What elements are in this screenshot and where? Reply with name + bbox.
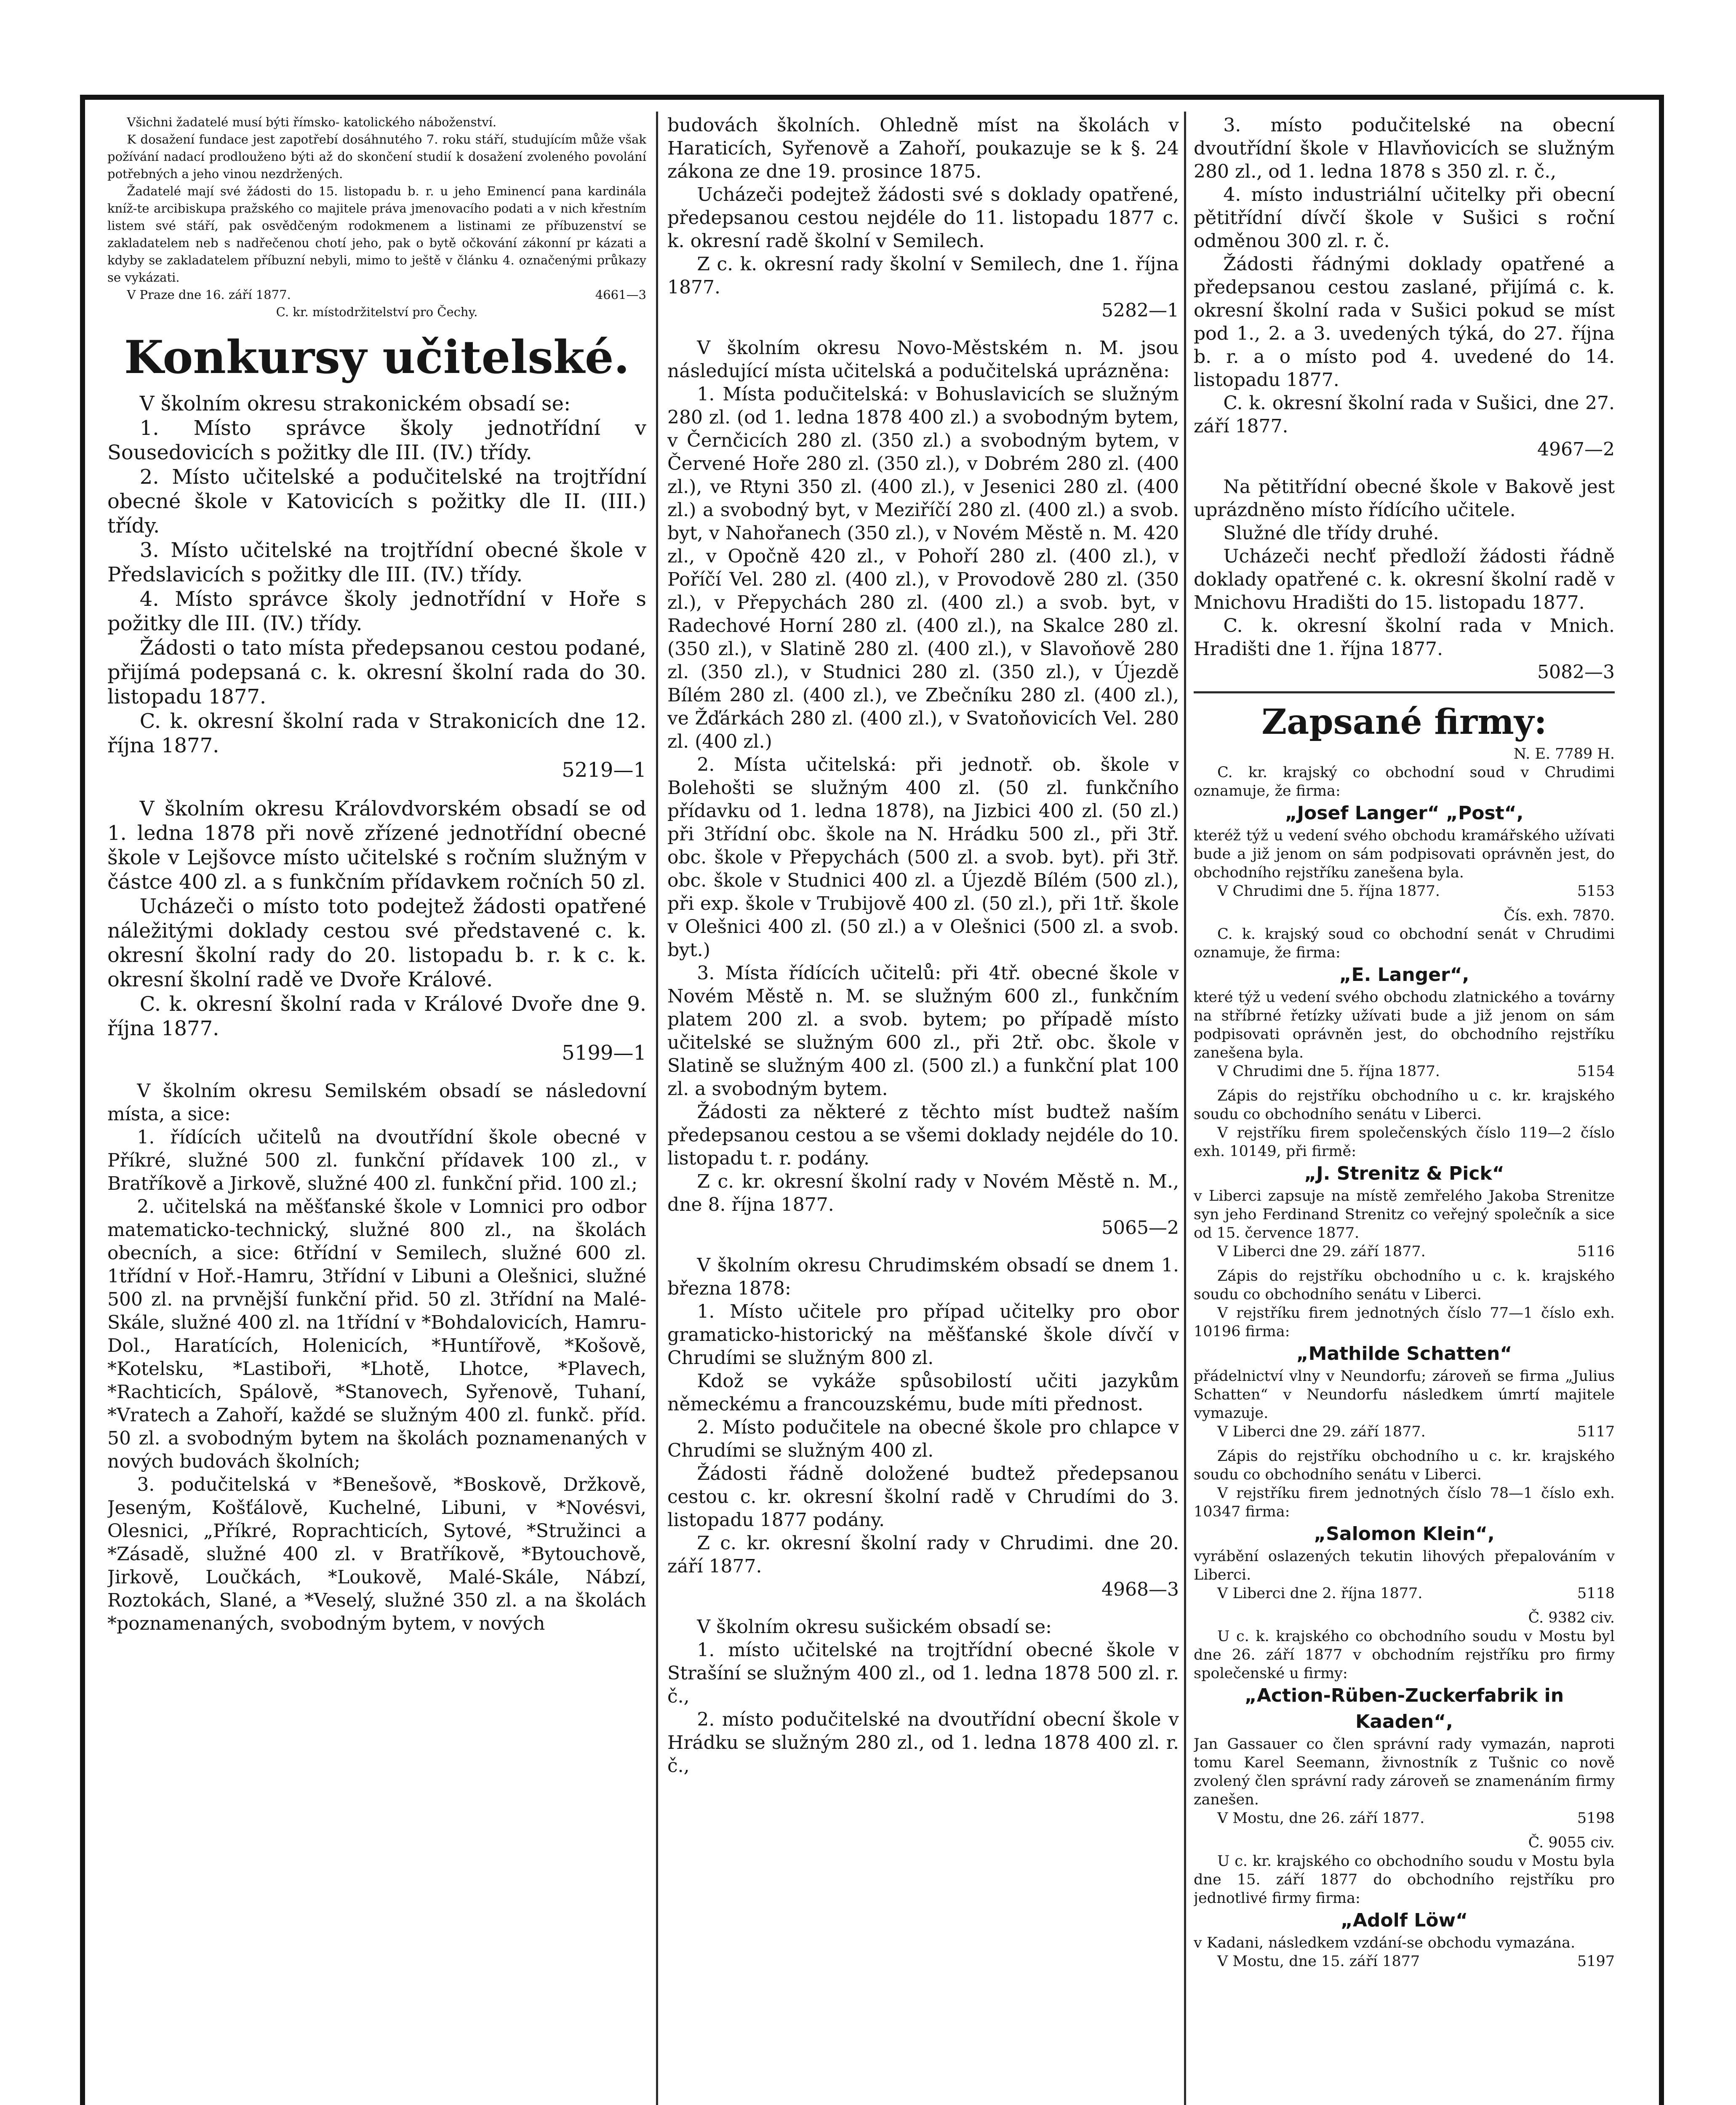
signature: C. k. okresní školní rada v Strakonicích dne 12. října 1877.	[107, 709, 646, 757]
date-text: V Chrudimi dne 5. října 1877.	[1217, 883, 1440, 900]
firm-name: „Salomon Klein“,	[1314, 1523, 1495, 1545]
signature: C. k. okresní školní rada v Mnich. Hradišti dne 1. října 1877.	[1194, 615, 1615, 660]
paragraph: kteréž týž u vedení svého obchodu kramářského užívati bude a již jenom on sám podpisovati oprávněn jest, do obchodního rejstříku zanešena byla.	[1194, 827, 1615, 881]
column-rule-2	[1184, 112, 1186, 2105]
section-heading-konkursy: Konkursy učitelské.	[124, 331, 630, 384]
paragraph: V rejstříku firem společenských číslo 119—2 číslo exh. 10149, při firmě:	[1194, 1124, 1615, 1160]
paragraph: 2. Místa učitelská: při jednotř. ob. škole v Bolehošti se služným 400 zl. (50 zl. funkčního přídavku od 1. ledna 1878), na Jizbici 400 zl. (50 zl.) při 3třídní obc. škole na N. Hrádku 500 zl., při 3tř. obc. škole v Přepychách (500 zl. a svob. byt). při 3tř. obc. škole v Studnici 400 zl. a Újezdě Bílém (500 zl.), při exp. škole v Trubijově 400 zl. (50 zl.), při 1tř. škole v Olešnici 400 zl. (50 zl.) a v Olešnici (500 zl. a svob. byt.)	[667, 754, 1179, 961]
reference-number: 4968—3	[1101, 1579, 1179, 1600]
paragraph: 3. místo podučitelské na obecní dvoutřídní škole v Hlavňovicích se služným 280 zl., od 1. ledna 1878 s 350 zl. r. č.,	[1194, 115, 1615, 182]
notice-susice	[667, 1615, 1179, 1777]
paragraph: V rejstříku firem jednotných číslo 78—1 číslo exh. 10347 firma:	[1194, 1485, 1615, 1520]
paragraph: které týž u vedení svého obchodu zlatnického a továrny na stříbrné řetízky užívati bude a již jenom on sám podpisovati oprávněn jest, do obchodního rejstříku zanešena byla.	[1194, 989, 1615, 1061]
notice-bakov	[1194, 475, 1615, 684]
date-text: V Mostu, dne 15. září 1877	[1217, 1953, 1420, 1970]
paragraph: přádelnictví vlny v Neundorfu; zároveň se firma „Julius Schatten“ v Neundorfu následkem úmrtí majitele vymazuje.	[1194, 1368, 1615, 1422]
date-text: V Mostu, dne 26. září 1877.	[1217, 1810, 1425, 1827]
paragraph: 2. učitelská na měšťanské škole v Lomnici pro odbor matematicko-technický, služné 800 zl., na školách obecních, a sice: 6třídní v Semilech, služné 600 zl. 1třídní v Hoř.-Hamru, 3třídní v Libuni a Olešnici, služné 500 zl. na prvnější funkční přid. 50 zl. 3třídní na Malé-Skále, služné 400 zl. na 1třídní v *Bohdalovicích, Hamru-Dol., Haratících, Holenicích, *Huntířově, *Košově, *Kotelsku, *Lastiboři, *Lhotě, Lhotce, *Plavech, *Rachticích, Spálově, *Stanovech, Syřenově, Tuhaní, *Vratech a Zahoří, každé se služným 400 zl. funkč. příd. 50 zl. a svobodným bytem na školách poznamenaných v nových budovách školních;	[107, 1196, 646, 1472]
dateline	[1194, 882, 1615, 901]
page-border-top	[80, 95, 1663, 100]
signature: C. kr. místodržitelství pro Čechy.	[276, 305, 478, 319]
paragraph: Žádosti řádně doložené budtež předepsanou cestou c. kr. okresní školní radě v Chrudími do 3. listopadu 1877 podány.	[667, 1463, 1179, 1531]
file-number: N. E. 7789 H.	[1513, 746, 1615, 762]
paragraph: 4. Místo správce školy jednotřídní v Hoře s požitky dle III. (IV.) třídy.	[107, 587, 646, 635]
paragraph: Na pětitřídní obecné škole v Bakově jest uprázdněno místo řídícího učitele.	[1194, 476, 1615, 521]
paragraph: 1. řídících učitelů na dvoutřídní škole obecné v Příkré, služné 500 zl. funkční přídavek 100 zl., v Bratříkově a Jirkově, služné 400 zl. funkční přid. 100 zl.;	[107, 1127, 646, 1194]
dateline	[1194, 1423, 1615, 1441]
notice-strakonice	[107, 392, 646, 782]
reference-line	[667, 299, 1179, 322]
firm-name: „Adolf Löw“	[1340, 1910, 1468, 1931]
reference-line	[667, 1578, 1179, 1601]
paragraph: Žadatelé mají své žádosti do 15. listopadu b. r. u jeho Eminencí pana kardinála kníž-te arcibiskupa pražského co majitele práva jmenovacího podati a v nich křestním listem své stáří, pak osvědčeným rodokmenem a listinami ze příbuzenství se zakladatelem neb s nadřečenou chotí jeho, pak o bytě očkování zákonní pr kázati a kdyby se zakladatelem příbuzní nebyli, mimo to ještě v článku 4. označenými průkazy se vykázati.	[107, 184, 646, 285]
paragraph: Zápis do rejstříku obchodního u c. k. krajského soudu co obchodního senátu v Liberci.	[1194, 1268, 1615, 1303]
notice-semily-continued	[667, 114, 1179, 322]
reference-number: 4967—2	[1537, 439, 1615, 460]
notice-susice-continued	[1194, 114, 1615, 461]
reference-number: 5082—3	[1537, 661, 1615, 683]
firm-name: „J. Strenitz & Pick“	[1304, 1163, 1504, 1184]
firm-entry-salomon-klein	[1194, 1447, 1615, 1603]
paragraph: Všichni žadatelé musí býti římsko- katolického náboženství.	[127, 115, 497, 129]
fundace-notice	[107, 114, 646, 321]
paragraph: U c. k. krajského co obchodního soudu v Mostu byl dne 26. září 1877 v obchodním rejstříku pro firmy společenské u firmy:	[1194, 1628, 1615, 1682]
reference-number: 5116	[1577, 1243, 1615, 1260]
reference-number: 5219—1	[562, 758, 646, 782]
date-text: V Liberci dne 29. září 1877.	[1217, 1243, 1426, 1260]
paragraph: 1. místo učitelské na trojtřídní obecné škole v Strašíní se služným 400 zl., od 1. ledna 1878 500 zl. r. č.,	[667, 1639, 1179, 1707]
paragraph: 3. podučitelská v *Benešově, *Boskově, Držkově, Jeseným, Košťálově, Kuchelné, Libuni, v *Novésvi, Olesnici, „Příkré, Roprachticích, Sytové, *Stružinci a *Zásadě, služné 400 zl. v Bratříkově, *Bytouchově, Jirkově, Loučkách, *Loukově, Malé-Skále, Nábzí, Roztokách, Slané, a *Veselý, služné 350 zl. a na školách *poznamenaných, svobodným bytem, v nových	[107, 1474, 646, 1634]
paragraph: K dosažení fundace jest zapotřebí dosáhnutého 7. roku stáří, studujícím může však požívání nadací prodlouženo býti až do skončení studií k dosažení zvoleného povolání potřebných a jeho vinou nezdržených.	[107, 132, 646, 181]
section-divider	[1194, 691, 1615, 693]
dateline	[1194, 1584, 1615, 1603]
reference-number: 5118	[1577, 1585, 1615, 1602]
firm-name: „Mathilde Schatten“	[1296, 1343, 1512, 1364]
firm-name: „E. Langer“,	[1339, 964, 1469, 986]
paragraph: Žádosti o tato místa předepsanou cestou podané, přijímá podepsaná c. k. okresní školní rada do 30. listopadu 1877.	[107, 636, 646, 709]
paragraph: 2. Místo podučitele na obecné škole pro chlapce v Chrudími se služným 400 zl.	[667, 1417, 1179, 1461]
column-left	[107, 114, 646, 1635]
reference-number: 5154	[1577, 1063, 1615, 1080]
section-heading-firmy: Zapsané firmy:	[1261, 702, 1547, 742]
file-number: Č. 9055 civ.	[1528, 1834, 1615, 1851]
firm-entry-adolf-low	[1194, 1833, 1615, 1971]
paragraph: Ucházeči nechť předloží žádosti řádně doklady opatřené c. k. okresní školní radě v Mnichovu Hradišti do 15. listopadu 1877.	[1194, 546, 1615, 613]
paragraph: C. kr. krajský co obchodní soud v Chrudimi oznamuje, že firma:	[1194, 764, 1615, 799]
signature: C. k. okresní školní rada v Sušici, dne 27. září 1877.	[1194, 392, 1615, 437]
paragraph: V školním okresu Chrudimském obsadí se dnem 1. března 1878:	[667, 1255, 1179, 1299]
reference-number: 5153	[1577, 883, 1615, 900]
reference-line	[1194, 438, 1615, 461]
notice-semily	[107, 1079, 646, 1635]
column-rule-1	[656, 112, 658, 2105]
paragraph: Žádosti za některé z těchto míst budtež naším předepsanou cestou a se všemi doklady nejdéle do 10. listopadu t. r. podány.	[667, 1101, 1179, 1169]
paragraph: v Kadani, následkem vzdání-se obchodu vymazána.	[1194, 1934, 1576, 1951]
signature: Z c. kr. okresní školní rady v Novém Městě n. M., dne 8. října 1877.	[667, 1171, 1179, 1215]
notice-nove-mesto	[667, 336, 1179, 1239]
firm-entry-action-ruben	[1194, 1609, 1615, 1828]
paragraph: vyrábění oslazených tekutin lihových přepalováním v Liberci.	[1194, 1548, 1615, 1583]
paragraph: 1. Místa podučitelská: v Bohuslavicích se služným 280 zl. (od 1. ledna 1878 400 zl.) a svobodným bytem, v Černčicích 280 zl. (350 zl.) a svobodným bytem, v Červené Hoře 280 zl. (350 zl.), v Dobrém 280 zl. (400 zl.), ve Rtyni 350 zl. (400 zl.), v Jesenici 280 zl. (400 zl.) a svobodný byt, v Meziříčí 280 zl. (400 zl.) a svob. byt, v Nahořanech (350 zl.), v Novém Městě n. M. 420 zl., v Opočně 420 zl., v Pohoří 280 zl. (400 zl.), v Poříčí Vel. 280 zl. (400 zl.), v Provodově 280 zl. (350 zl.), v Přepychách 280 zl. (400 zl.) a svob. byt, v Radechové Horní 280 zl. (400 zl.), na Skalce 280 zl. (350 zl.), v Slatině 280 zl. (400 zl.), v Slavoňově 280 zl. (350 zl.), v Studnici 280 zl. (350 zl.), v Újezdě Bílém 280 zl. (400 zl.), ve Zbečníku 280 zl. (400 zl.), ve Žďárkách 280 zl. (400 zl.), v Svatoňovicích Vel. 280 zl. (400 zl.)	[667, 384, 1179, 752]
firm-name: „Josef Langer“ „Post“,	[1285, 802, 1524, 824]
dateline	[1194, 1242, 1615, 1261]
paragraph: v Liberci zapsuje na místě zemřelého Jakoba Strenitze syn jeho Ferdinand Strenitz co veřejný společník a sice od 15. července 1877.	[1194, 1188, 1615, 1242]
date-text: V Liberci dne 29. září 1877.	[1217, 1423, 1426, 1440]
reference-number: 5199—1	[562, 1041, 646, 1065]
dateline	[1194, 1809, 1615, 1828]
column-right	[1194, 114, 1615, 1971]
reference-line	[1194, 661, 1615, 684]
dateline	[1194, 1952, 1615, 1971]
page-border-right	[1659, 95, 1664, 2105]
paragraph: V rejstříku firem jednotných číslo 77—1 číslo exh. 10196 firma:	[1194, 1305, 1615, 1340]
paragraph: Zápis do rejstříku obchodního u c. kr. krajského soudu co obchodního senátu v Liberci.	[1194, 1448, 1615, 1483]
firm-entry-strenitz-pick	[1194, 1087, 1615, 1261]
paragraph: V školním okresu Semilském obsadí se následovní místa, a sice:	[107, 1080, 646, 1125]
file-number: Čís. exh. 7870.	[1504, 907, 1615, 924]
reference-number: 4661—3	[595, 288, 646, 302]
firm-entry-e-langer	[1194, 906, 1615, 1081]
paragraph: U c. kr. krajského co obchodního soudu v Mostu byla dne 15. září 1877 do obchodního rejstříku pro jednotlivé firmy firma:	[1194, 1853, 1615, 1907]
notice-chrudim	[667, 1254, 1179, 1601]
paragraph: V školním okresu strakonickém obsadí se:	[139, 392, 571, 416]
paragraph: V školním okresu Královdvorském obsadí se od 1. ledna 1878 při nově zřízené jednotřídní obecné škole v Lejšovce místo učitelské s ročním služným v částce 400 zl. a s funkčním přídavkem ročních 50 zl.	[107, 797, 646, 894]
signature: Z c. k. okresní rady školní v Semilech, dne 1. října 1877.	[667, 253, 1179, 298]
dateline	[1194, 1062, 1615, 1081]
reference-number: 5282—1	[1101, 300, 1179, 321]
paragraph: Žádosti řádnými doklady opatřené a předepsanou cestou zaslané, přijímá c. k. okresní školní rada v Sušici pokud se míst pod 1., 2. a 3. uvedených týká, do 27. října b. r. a o místo pod 4. uvedené do 14. listopadu 1877.	[1194, 253, 1615, 391]
paragraph: Jan Gassauer co člen správní rady vymazán, naproti tomu Karel Seemann, živnostník z Tušnic co nově zvolený člen správní rady zároveň se znamenáním firmy zanešen.	[1194, 1736, 1615, 1808]
paragraph: Služné dle třídy druhé.	[1223, 522, 1439, 544]
paragraph: Zápis do rejstříku obchodního u c. kr. krajského soudu co obchodního senátu v Liberci.	[1194, 1087, 1615, 1123]
paragraph: 2. Místo učitelské a podučitelské na trojtřídní obecné škole v Katovicích s požitky dle II. (III.) třídy.	[107, 465, 646, 538]
signature: C. k. okresní školní rada v Králové Dvoře dne 9. října 1877.	[107, 992, 646, 1040]
column-middle	[667, 114, 1179, 1777]
signature: Z c. kr. okresní školní rady v Chrudimi. dne 20. září 1877.	[667, 1532, 1179, 1577]
paragraph: Ucházeči podejtež žádosti své s doklady opatřené, předepsanou cestou nejdéle do 11. listopadu 1877 c. k. okresní radě školní v Semilech.	[667, 184, 1179, 252]
paragraph: Kdož se vykáže spůsobilostí učiti jazykům německému a francouzskému, bude míti přednost.	[667, 1370, 1179, 1415]
paragraph: 1. Místo správce školy jednotřídní v Sousedovicích s požitky dle III. (IV.) třídy.	[107, 416, 646, 464]
date-text: V Chrudimi dne 5. října 1877.	[1217, 1063, 1440, 1080]
paragraph: budovách školních. Ohledně míst na školách v Haraticích, Syřenově a Zahoří, poukazuje se k §. 24 zákona ze dne 19. prosince 1875.	[667, 115, 1179, 182]
paragraph: 4. místo industriální učitelky při obecní pětitřídní dívčí škole v Sušici s roční odměnou 300 zl. r. č.	[1194, 184, 1615, 252]
paragraph: 1. Místo učitele pro případ učitelky pro obor gramaticko-historický na měšťanské škole dívčí v Chrudími se služným 800 zl.	[667, 1301, 1179, 1369]
paragraph: Ucházeči o místo toto podejtež žádosti opatřené náležitými doklady cestou své představené c. k. okresní školní rady do 20. listopadu b. r. k c. k. okresní školní radě ve Dvoře Králové.	[107, 895, 646, 991]
paragraph: 3. Místo učitelské na trojtřídní obecné škole v Předslavicích s požitky dle III. (IV.) třídy.	[107, 538, 646, 586]
reference-number: 5198	[1577, 1810, 1615, 1827]
file-number: Č. 9382 civ.	[1528, 1609, 1615, 1626]
paragraph: V školním okresu Novo-Městském n. M. jsou následující místa učitelská a podučitelská uprázněna:	[667, 337, 1179, 382]
date-text: V Praze dne 16. září 1877.	[127, 288, 291, 302]
reference-number: 5065—2	[1101, 1217, 1179, 1239]
paragraph: 2. místo podučitelské na dvoutřídní obecní škole v Hrádku se služným 280 zl., od 1. ledna 1878 400 zl. r. č.,	[667, 1709, 1179, 1777]
firm-entry-mathilde-schatten	[1194, 1267, 1615, 1441]
notice-kralove-dvur	[107, 797, 646, 1065]
reference-line	[667, 1216, 1179, 1239]
paragraph: 3. Místa řídících učitelů: při 4tř. obecné škole v Novém Městě n. M. se služným 600 zl., funkčním platem 200 zl. a svob. bytem; po případě místo učitelské se služným 600 zl., při 2tř. obc. škole v Slatině se služným 400 zl. (500 zl.) a funkční plat 100 zl. a svobodným bytem.	[667, 962, 1179, 1100]
firm-entry-josef-langer	[1194, 745, 1615, 901]
paragraph: V školním okresu sušickém obsadí se:	[697, 1616, 1052, 1638]
paragraph: C. k. krajský soud co obchodní senát v Chrudimi oznamuje, že firma:	[1194, 926, 1615, 961]
page-border-left	[80, 95, 85, 2105]
date-text: V Liberci dne 2. října 1877.	[1217, 1585, 1423, 1602]
reference-line	[107, 758, 646, 782]
reference-number: 5197	[1577, 1953, 1615, 1970]
reference-number: 5117	[1577, 1423, 1615, 1440]
dateline	[107, 286, 646, 304]
firm-name: „Action-Rüben-Zuckerfabrik in Kaaden“,	[1244, 1685, 1564, 1732]
reference-line	[107, 1041, 646, 1065]
